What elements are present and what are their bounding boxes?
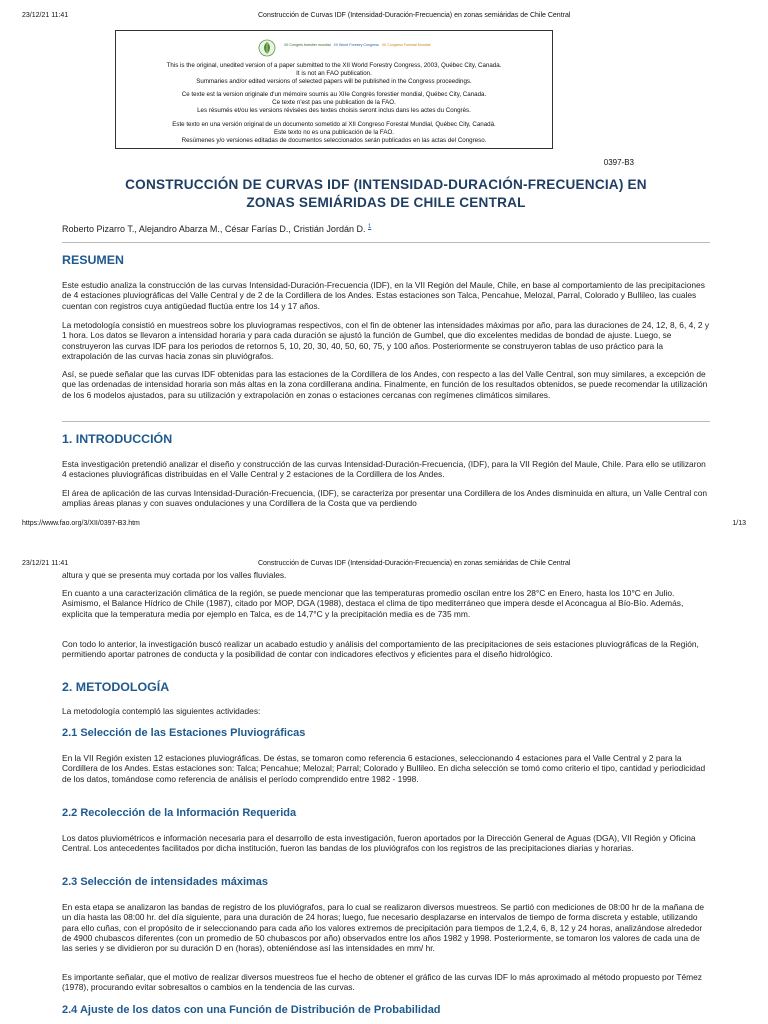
logo-text-es: XII Congreso Forestal Mundial (381, 43, 431, 47)
notice-line: Ce texte n'est pas une publication de la FAO. (272, 99, 396, 106)
notice-line: Summaries and/or edited versions of selected papers will be published in the Congress proceedings. (196, 78, 472, 85)
paragraph: En cuanto a una caracterización climática de la región, se puede mencionar que las temperaturas promedio oscilan entre los 28°C en Enero, hasta los 10°C en Julio. Asimismo, el Balance Hídrico de Chile (1987), citado por MOP, DGA (1988), destaca el clima de tipo mediterráneo que impera desde el Aconcagua al Bío-Bío. Además, explicita que la temperatura media por ejemplo en Talca, es de 14,7°C y la precipitación media es de 735 mm. (62, 588, 684, 619)
paragraph: En esta etapa se analizaron las bandas de registro de los pluviógrafos, para lo cual se realizaron diversos muestreos. Se partió con mediciones de 08:00 hr de la mañana de un día hasta las 08:00 hr. del día siguiente, para una duración de 24 horas; luego, fue necesario desplazarse en intervalos de tiempo de forma discreta y estable, utilizando para ello cuñas, con el propósito de ir seleccionando para cada año los valores extremos de precipitación para tiempos de 1,2,4, 6, 8, 12 y 24 horas, analizándose alrededor de 4900 chubascos diferentes (con un promedio de 50 chubascos por año) observados entre los años 1982 y 1998. Posteriormente, se tomaron los valores de cada una de las series y se dividieron por su duración D en (horas), obteniéndose así las intensidades en mm/ hr. (62, 902, 705, 954)
page-url: https://www.fao.org/3/XII/0397-B3.htm (22, 520, 140, 527)
print-title: Construcción de Curvas IDF (Intensidad-Duración-Frecuencia) en zonas semiáridas de Chile Central (258, 560, 571, 567)
notice-line: This is the original, unedited version of a paper submitted to the XII World Forestry Congress, 2003, Québec City, Canada. (166, 62, 502, 69)
subsection-heading-2-1: 2.1 Selección de las Estaciones Pluviográficas (62, 727, 306, 739)
paragraph: Con todo lo anterior, la investigación buscó realizar un acabado estudio y análisis del comportamiento de las precipitaciones de seis estaciones pluviográficas de la Región, permitiendo aportar patrones de conducta y la posibilidad de contar con indicadores efectivos y eficientes para el diseño hidrológico. (62, 639, 699, 660)
notice-line: It is not an FAO publication. (296, 70, 372, 77)
document-page-2 (0, 552, 768, 1024)
congress-logo-text (284, 43, 430, 47)
congress-leaf-icon (258, 39, 276, 57)
logo-text-fr: XII Congrès forestier mondial (284, 43, 331, 47)
paragraph: Es importante señalar, que el motivo de realizar diversos muestreos fue el hecho de obtener el gráfico de las curvas IDF lo más aproximado al método propuesto por Témez (1978), procurando evitar sobresaltos o cambios en la tendencia de las curvas. (62, 972, 702, 993)
divider (62, 421, 710, 422)
notice-line: Les résumés et/ou les versions révisées des textes choisis seront inclus dans les actes du Congrès. (197, 107, 471, 114)
notice-english (116, 62, 552, 86)
congress-logo (258, 39, 558, 57)
paper-title-line1: CONSTRUCCIÓN DE CURVAS IDF (INTENSIDAD-DURACIÓN-FRECUENCIA) EN (125, 177, 647, 192)
print-header (0, 548, 768, 568)
section-heading-resumen: RESUMEN (62, 253, 124, 267)
section-heading-introduccion: 1. INTRODUCCIÓN (62, 432, 173, 446)
paragraph: En la VII Región existen 12 estaciones pluviográficas. De éstas, se tomaron como referencia 6 estaciones, seleccionando 4 estaciones para el Valle Central y 2 para la Cordillera de los Andes. Estas estaciones son: Talca; Pencahue; Melozal; Parral; Colorado y Bullileo. En dicha selección se tomó como criterio el tipo, cantidad y periodicidad de los datos, tomándose como referencia de análisis el período comprendido entre 1982 - 1998. (62, 753, 706, 784)
notice-line: Ce texte est la version originale d'un mémoire soumis au XIIe Congrès forestier mondial, Québec City, Canada. (181, 91, 487, 98)
paper-title-line2: ZONAS SEMIÁRIDAS DE CHILE CENTRAL (246, 195, 526, 210)
logo-text-en: XII World Forestry Congress (333, 43, 379, 47)
print-title: Construcción de Curvas IDF (Intensidad-Duración-Frecuencia) en zonas semiáridas de Chile Central (258, 12, 571, 19)
paper-reference: 0397-B3 (603, 158, 634, 167)
divider (62, 242, 710, 243)
paper-title (62, 176, 710, 212)
page-number: 1/13 (732, 520, 746, 527)
paragraph: Los datos pluviométricos e información necesaria para el desarrollo de esta investigación, fueron aportados por la Dirección General de Aguas (DGA), VII Región y Oficina Central. Los antecedentes facilitados por dicha institución, fueron las bandas de los pluviógrafos con los registros de las precipitaciones diarias y horarias. (62, 833, 696, 854)
subsection-heading-2-2: 2.2 Recolección de la Información Requerida (62, 807, 297, 819)
print-date: 23/12/21 11:41 (22, 560, 69, 567)
paragraph: La metodología contempló las siguientes actividades: (62, 706, 261, 716)
notice-spanish (116, 121, 552, 145)
paragraph: El área de aplicación de las curvas Intensidad-Duración-Frecuencia, (IDF), se caracteriza por presentar una Cordillera de los Andes disminuida en altura, un Valle Central con amplias áreas planas y con suaves ondulaciones y una Cordillera de la Costa que va perdiendo (62, 488, 708, 509)
authors (62, 222, 710, 234)
paragraph: altura y que se presenta muy cortada por los valles fluviales. (62, 570, 287, 580)
print-footer (0, 518, 768, 532)
paragraph: La metodología consistió en muestreos sobre los pluviogramas respectivos, con el fin de obtener las intensidades máximas por año, para las duraciones de 24, 12, 8, 6, 4, 2 y 1 hora. Los datos se llevaron a intensidad horaria y para cada duración se ajustó la función de Gumbel, que dio excelentes medidas de bondad de ajuste. Luego, se construyeron las curvas IDF para los periodos de retornos 5, 10, 20, 30, 40, 50, 60, 75, y 100 años. Posteriormente se construyeron tablas de uso práctico para la extrapolación de las curvas hacia zonas sin pluviógrafos. (62, 320, 710, 361)
notice-line: Resúmenes y/o versiones editadas de documentos seleccionados serán publicados en las actas del Congreso. (181, 137, 487, 144)
paragraph: Así, se puede señalar que las curvas IDF obtenidas para las estaciones de la Cordillera de los Andes, con respecto a las del Valle Central, son muy similares, a excepción de que las ordenadas de intensidad horaria son más altas en la zona cordillerana andina. Finalmente, en función de los resultados obtenidos, se puede recomendar la utilización de los 6 modelos ajustados, para su utilización y extrapolación en zonas o estaciones cercanas con regímenes climáticos similares. (62, 369, 708, 400)
notice-french (116, 91, 552, 115)
section-heading-metodologia: 2. METODOLOGÍA (62, 680, 170, 694)
author-footnote-link[interactable]: 1 (367, 224, 372, 230)
subsection-heading-2-3: 2.3 Selección de intensidades máximas (62, 876, 269, 888)
authors-text: Roberto Pizarro T., Alejandro Abarza M., César Farías D., Cristián Jordán D. (62, 224, 366, 234)
paragraph: Este estudio analiza la construcción de las curvas Intensidad-Duración-Frecuencia (IDF), en la VII Región del Maule, Chile, en base al comportamiento de las precipitaciones de 4 estaciones pluviográficas del Valle Central y de 2 de la Cordillera de los Andes. Estas estaciones son Talca, Pencahue, Melozal, Parral, Colorado y Bullileo, las cuales cuentan con registros cuya antigüedad fluctúa entre los 14 y 17 años. (62, 280, 705, 311)
print-header (0, 0, 768, 20)
congress-notice-box (115, 30, 553, 149)
notice-line: Este texto no es una publicación de la FAO. (273, 129, 395, 136)
notice-line: Este texto en una versión original de un documento sometido al XII Congreso Forestal Mundial, Québec City, Canadá. (172, 121, 496, 128)
print-date: 23/12/21 11:41 (22, 12, 69, 19)
subsection-heading-2-4: 2.4 Ajuste de los datos con una Función de Distribución de Probabilidad (62, 1004, 441, 1016)
paragraph: Esta investigación pretendió analizar el diseño y construcción de las curvas Intensidad-Duración-Frecuencia, (IDF), para la VII Región del Maule, Chile. Para ello se utilizaron 4 estaciones pluviográficas distribuidas en el Valle Central y 2 estaciones de la Cordillera de los Andes. (62, 459, 706, 480)
